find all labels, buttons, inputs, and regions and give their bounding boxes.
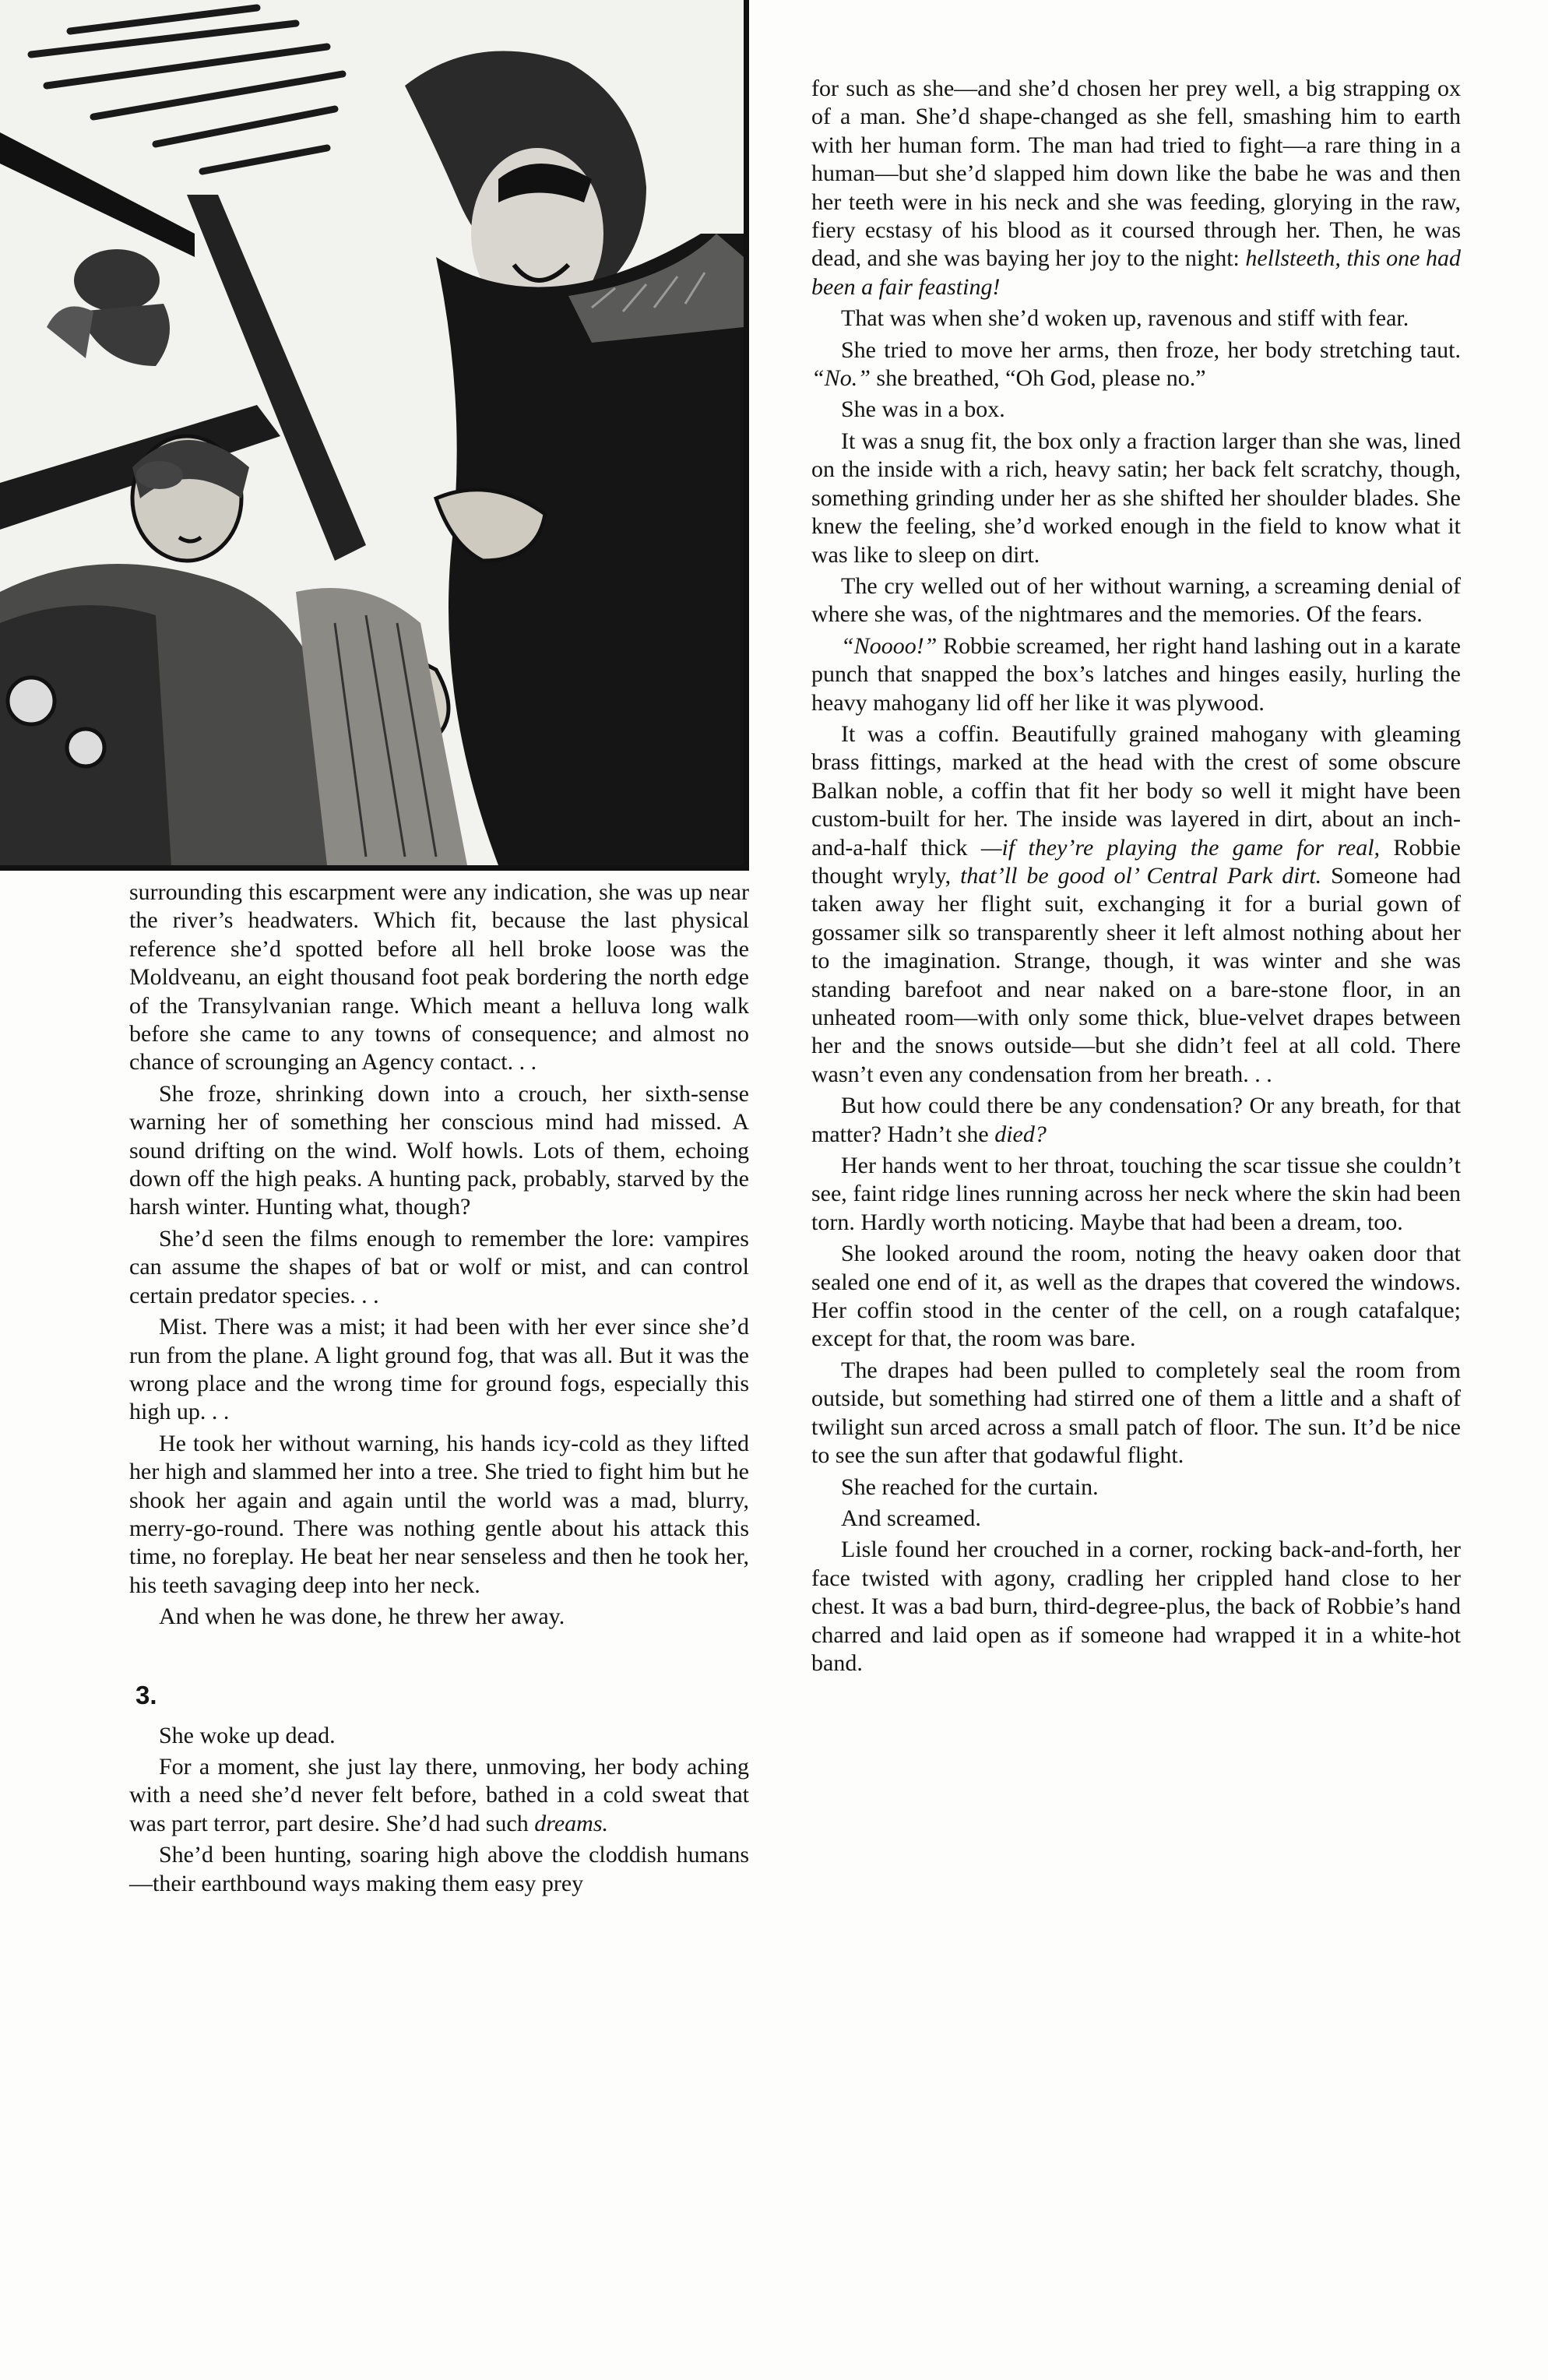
paragraph: Her hands went to her throat, touching the scar tissue she couldn’t see, faint ridge lines running across her neck where the skin had been torn. Hardly worth noticing. Maybe that had been a dream, too.: [811, 1153, 1461, 1235]
paragraph: [811, 1092, 1461, 1149]
text-run: For a moment, she just lay there, unmoving, her body aching with a need she’d never felt before, bathed in a cold sweat that was part terror, part desire. She’d had such: [129, 1753, 749, 1836]
paragraph: She’d been hunting, soaring high above the cloddish humans—their earthbound ways making them easy prey: [129, 1842, 749, 1896]
italic-text: dreams.: [534, 1810, 609, 1836]
text-run: she breathed, “Oh God, please no.”: [870, 365, 1206, 392]
paragraph: [811, 720, 1461, 1089]
paragraph: She was in a box.: [841, 396, 1005, 423]
paragraph: And when he was done, he threw her away.: [159, 1604, 565, 1630]
paragraph: She looked around the room, noting the heavy oaken door that sealed one end of it, as well as the drapes that covered the windows. Her coffin stood in the center of the cell, on a rough catafalque; except for that, the room was bare.: [811, 1241, 1461, 1352]
italic-text: “Noooo!”: [841, 632, 938, 659]
paragraph: That was when she’d woken up, ravenous and stiff with fear.: [841, 305, 1409, 332]
paragraph: He took her without warning, his hands icy-cold as they lifted her high and slammed her into a tree. She tried to fight him but he shook her again and again until the world was a mad, blurry, merry-go-round. There was nothing gentle about his attack this time, no foreplay. He beat her near senseless and then he took her, his teeth savaging deep into her neck.: [129, 1430, 749, 1598]
comic-illustration: [0, 0, 749, 871]
text-run: She tried to move her arms, then froze, her body stretching taut.: [841, 336, 1461, 363]
text-run: It was a coffin. Beautifully grained mahogany with gleaming brass fittings, marked at the head with the crest of some obscure Balkan noble, a coffin that fit her body so well it might have been custom-built for her. The inside was layered in dirt, about an inch-and-a-half thick: [811, 720, 1461, 861]
paragraph: Lisle found her crouched in a corner, rocking back-and-forth, her face twisted with agony, cradling her crippled hand close to her chest. It was a bad burn, third-degree-plus, the back of Robbie’s hand charred and laid open as if someone had wrapped it in a white-hot band.: [811, 1537, 1461, 1676]
paragraph: She woke up dead.: [159, 1722, 336, 1748]
section-number: 3.: [135, 1680, 157, 1709]
text-run: for such as she—and she’d chosen her prey well, a big strapping ox of a man. She’d shape-changed as she fell, smashing him to earth with her human form. The man had tried to fight—a rare thing in a human—but she’d slapped him down like the babe he was and then her teeth were in his neck and she was feeding, glorying in the raw, fiery ecstasy of his blood as it coursed through her. Then, he was dead, and she was baying her joy to the night:: [811, 76, 1461, 272]
italic-text: hellsteeth, this one had been a fair feasting!: [811, 245, 1461, 300]
italic-text: that’ll be good ol’ Central Park dirt.: [960, 862, 1322, 889]
italic-text: —if they’re playing the game for real,: [980, 834, 1381, 861]
paragraph: And screamed.: [841, 1505, 981, 1531]
illustration-drawing: [0, 0, 744, 865]
paragraph: The cry welled out of her without warning, a screaming denial of where she was, of the nightmares and the memories. Of the fears.: [811, 572, 1461, 628]
paragraph: She reached for the curtain.: [841, 1473, 1099, 1500]
paragraph: [811, 336, 1461, 393]
paragraph: [811, 632, 1461, 717]
paragraph: Mist. There was a mist; it had been with her ever since she’d run from the plane. A light ground fog, that was all. But it was the wrong place and the wrong time for ground fogs, especially this high up. . .: [129, 1314, 749, 1425]
paragraph: She’d seen the films enough to remember the lore: vampires can assume the shapes of bat or wolf or mist, and can control certain predator species. . .: [129, 1225, 749, 1308]
paragraph: The drapes had been pulled to completely seal the room from outside, but something had stirred one of them a little and a shaft of twilight sun arced across a small patch of floor. The sun. It’d be nice to see the sun after that godawful flight.: [811, 1357, 1461, 1469]
paragraph: surrounding this escarpment were any indication, she was up near the river’s headwaters. Which fit, because the last physical reference she’d spotted before all hell broke loose was the Moldveanu, an eight thousand foot peak bordering the north edge of the Transylvanian range. Which meant a helluva long walk before she came to any towns of consequence; and almost no chance of scrounging an Agency contact. . .: [129, 879, 749, 1076]
paragraph: It was a snug fit, the box only a fraction larger than she was, lined on the inside with a rich, heavy satin; her back felt scratchy, though, something grinding under her as she shifted her shoulder blades. She knew the feeling, she’d worked enough in the field to know what it was like to sleep on dirt.: [811, 428, 1461, 568]
paragraph: She froze, shrinking down into a crouch, her sixth-sense warning her of something her conscious mind had missed. A sound drifting on the wind. Wolf howls. Lots of them, echoing down off the high peaks. A hunting pack, probably, starved by the harsh winter. Hunting what, though?: [129, 1080, 749, 1220]
paragraph: [129, 1753, 749, 1838]
text-run: Robbie screamed, her right hand lashing out in a karate punch that snapped the box’s latches and hinges easily, hurling the heavy mahogany lid off her like it was plywood.: [811, 632, 1461, 716]
text-run: But how could there be any condensation? Or any breath, for that matter? Hadn’t she: [811, 1093, 1461, 1147]
left-text-column: [129, 878, 749, 1901]
paragraph: [811, 75, 1461, 301]
italic-text: “No.”: [811, 365, 871, 392]
text-run: Someone had taken away her flight suit, exchanging it for a burial gown of gossamer silk so transparently sheer it left almost nothing about her to the imagination. Strange, though, it was winter and she was standing barefoot and near naked on a bare-stone floor, in an unheated room—with only some thick, blue-velvet drapes between her and the snows outside—but she didn’t feel at all cold. There wasn’t even any condensation from her breath. . .: [811, 862, 1461, 1087]
right-text-column: [811, 75, 1461, 1681]
italic-text: died?: [994, 1121, 1047, 1147]
text-run: Robbie thought wryly,: [811, 834, 1461, 889]
